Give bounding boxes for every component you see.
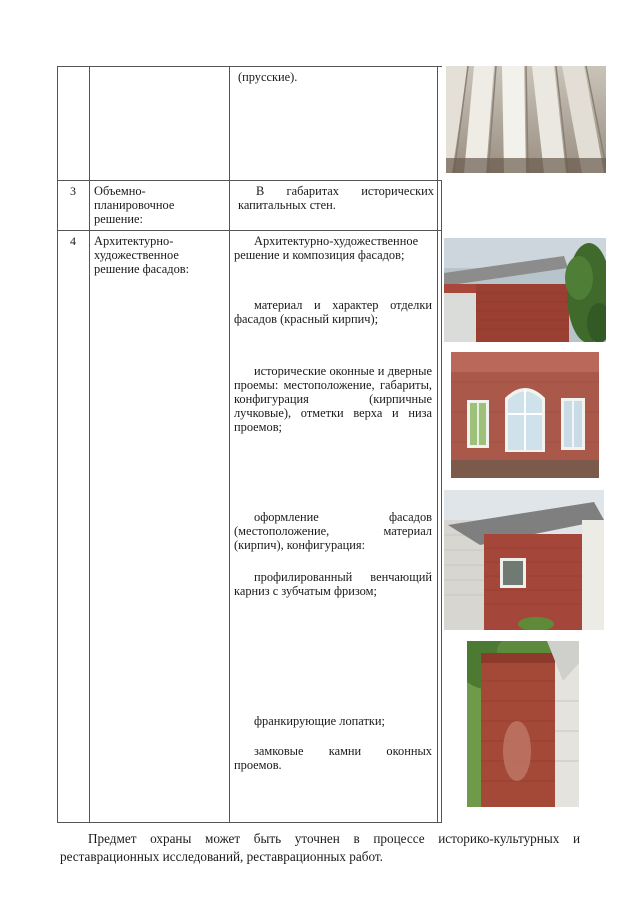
table-left-border — [57, 66, 58, 823]
column-divider — [89, 66, 90, 823]
table-right-border — [441, 180, 442, 823]
footer-note: Предмет охраны может быть уточнен в процессе историко-культурных и реставрационных исследований, реставрационных работ. — [60, 831, 580, 864]
row-divider — [57, 230, 442, 231]
row3-number: 3 — [70, 184, 76, 198]
brick-wall-roof-photo — [444, 490, 604, 630]
row3-name: Объемно- планировочное решение: — [94, 184, 175, 226]
brick-pilaster-photo — [467, 641, 579, 807]
row4-description-material: материал и характер отделки фасадов (красный кирпич); — [234, 298, 432, 326]
brick-facade-corner-photo — [444, 238, 606, 342]
table-top-border — [57, 66, 442, 67]
row4-description-keystones: замковые камни оконных проемов. — [234, 744, 432, 772]
row3-description: В габаритах исторических капитальных стен. — [238, 184, 434, 212]
row4-description-facade-design: оформление фасадов (местоположение, материал (кирпич), конфигурация: — [234, 510, 432, 552]
column-divider — [229, 66, 230, 823]
row4-description-cornice: профилированный венчающий карниз с зубчатым фризом; — [234, 570, 432, 598]
column-divider — [437, 66, 438, 823]
wooden-ceiling-photo — [446, 66, 606, 173]
row4-description-pilasters: франкирующие лопатки; — [254, 714, 385, 728]
row-divider — [57, 180, 442, 181]
row4-number: 4 — [70, 234, 76, 248]
row4-description-composition: Архитектурно-художественное решение и композиция фасадов; — [234, 234, 419, 262]
arched-windows-interior-photo — [451, 352, 599, 478]
row4-description-openings: исторические оконные и дверные проемы: местоположение, габариты, конфигурация (кирпичные лучковые), отметки верха и низа проемов; — [234, 364, 432, 434]
row1-description: (прусские). — [238, 70, 298, 84]
table-bottom-border — [57, 822, 442, 823]
row4-name: Архитектурно- художественное решение фасадов: — [94, 234, 190, 276]
